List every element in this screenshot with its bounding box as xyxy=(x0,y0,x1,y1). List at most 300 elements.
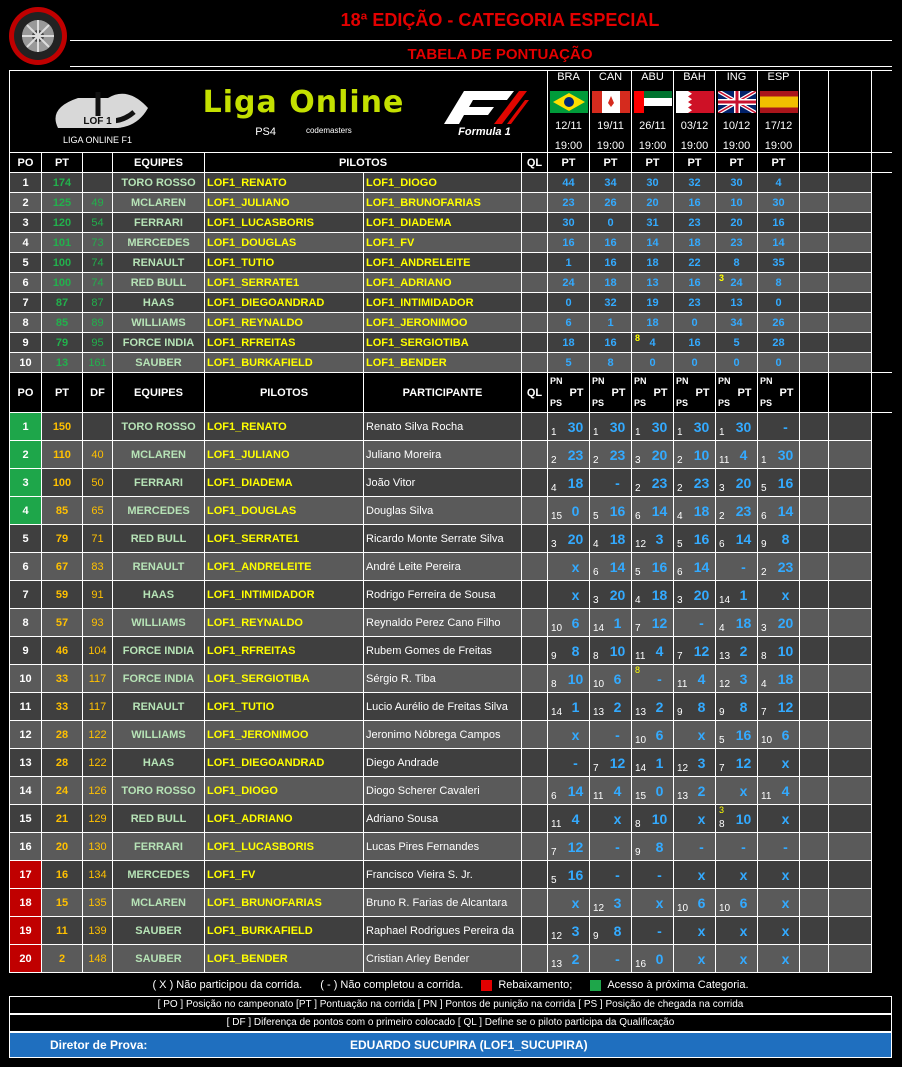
race-points-value: x xyxy=(697,922,706,939)
finish-position: 16 xyxy=(635,959,647,970)
race-points-value: 12 xyxy=(693,642,710,659)
finish-position: 3 xyxy=(761,623,767,634)
driver-race-result xyxy=(590,805,632,833)
driver-spare xyxy=(829,413,872,441)
team-pos: 4 xyxy=(10,233,42,253)
team-race-points xyxy=(674,193,716,213)
race-points-value: 32 xyxy=(604,296,617,309)
race-points-value: 18 xyxy=(604,276,617,289)
team-spare xyxy=(800,313,829,333)
driver-pilot: LOF1_SERRATE1 xyxy=(205,525,364,553)
finish-position: 6 xyxy=(761,511,767,522)
driver-diff: 65 xyxy=(83,497,113,525)
finish-position: 1 xyxy=(635,427,641,438)
team-spare xyxy=(800,273,829,293)
team-ql xyxy=(522,273,548,293)
team-spare xyxy=(800,293,829,313)
driver-race-result xyxy=(758,413,800,441)
race-points-value: 30 xyxy=(772,196,785,209)
race-points-value: 6 xyxy=(571,614,580,631)
team-pilot-2: LOF1_ANDRELEITE xyxy=(364,253,522,273)
race-points-value: 14 xyxy=(567,782,584,799)
driver-race-result xyxy=(674,805,716,833)
driver-ql xyxy=(522,413,548,441)
race-points-value: 10 xyxy=(735,810,752,827)
driver-team: FORCE INDIA xyxy=(113,665,205,693)
race-date: 12/11 xyxy=(555,120,582,133)
race-points-value: 20 xyxy=(646,196,659,209)
driver-race-result xyxy=(716,525,758,553)
col-ql: QL xyxy=(522,153,548,173)
finish-position: 6 xyxy=(719,539,725,550)
driver-team: TORO ROSSO xyxy=(113,777,205,805)
team-pilot-1: LOF1_DIEGOANDRAD xyxy=(205,293,364,313)
driver-race-result xyxy=(716,889,758,917)
driver-spare xyxy=(800,833,829,861)
race-code: ING xyxy=(726,71,747,83)
uk-flag-icon xyxy=(718,91,756,113)
driver-spare xyxy=(800,553,829,581)
driver-race-result xyxy=(758,581,800,609)
finish-position: 5 xyxy=(551,875,557,886)
race-points-value: 8 xyxy=(607,356,614,369)
finish-position: 4 xyxy=(719,623,725,634)
team-name: MERCEDES xyxy=(113,233,205,253)
pt-label: PT xyxy=(737,386,752,399)
brand-banner xyxy=(10,71,548,153)
finish-position: 6 xyxy=(677,567,683,578)
race-points-value: 16 xyxy=(688,336,701,349)
finish-position: 5 xyxy=(761,483,767,494)
driver-race-result xyxy=(716,833,758,861)
driver-spare xyxy=(829,581,872,609)
race-points-value: 18 xyxy=(646,316,659,329)
league-emblem-icon xyxy=(8,6,68,66)
driver-diff: 148 xyxy=(83,945,113,973)
driver-diff: 135 xyxy=(83,889,113,917)
driver-race-result xyxy=(632,945,674,973)
race-points-value: 0 xyxy=(733,356,740,369)
pt-label: PT xyxy=(779,386,794,399)
race-points-value: 4 xyxy=(649,336,656,349)
finish-position: 8 xyxy=(719,819,725,830)
race-points-value: x xyxy=(697,810,706,827)
race-points-value: 26 xyxy=(604,196,617,209)
driver-race-result xyxy=(758,441,800,469)
race-points-value: 1 xyxy=(655,754,664,771)
driver-ql xyxy=(522,693,548,721)
team-pilot-1: LOF1_BURKAFIELD xyxy=(205,353,364,373)
finish-position: 3 xyxy=(719,483,725,494)
race-points-value: 5 xyxy=(565,356,572,369)
driver-points: 24 xyxy=(42,777,83,805)
driver-points: 28 xyxy=(42,721,83,749)
race-points-value: 30 xyxy=(609,418,626,435)
finish-position: 11 xyxy=(551,819,562,830)
race-points-value: 20 xyxy=(693,586,710,603)
driver-race-result xyxy=(758,525,800,553)
driver-race-result xyxy=(716,749,758,777)
driver-team: WILLIAMS xyxy=(113,609,205,637)
driver-diff: 83 xyxy=(83,553,113,581)
driver-race-result xyxy=(716,805,758,833)
race-points-value: 23 xyxy=(777,558,794,575)
driver-race-result xyxy=(590,609,632,637)
ps4-logo: PS4 xyxy=(255,126,276,138)
finish-position: 13 xyxy=(593,707,605,718)
race-points-value: 14 xyxy=(646,236,659,249)
driver-spare xyxy=(829,665,872,693)
driver-team: MCLAREN xyxy=(113,441,205,469)
race-points-value: 34 xyxy=(604,176,617,189)
team-race-points xyxy=(590,193,632,213)
race-code: CAN xyxy=(598,71,623,83)
team-race-points xyxy=(590,273,632,293)
team-race-points xyxy=(548,173,590,193)
team-race-points xyxy=(716,333,758,353)
race-points-value: 16 xyxy=(688,276,701,289)
driver-race-result xyxy=(674,609,716,637)
team-race-points xyxy=(758,333,800,353)
driver-spare xyxy=(829,833,872,861)
finish-position: 7 xyxy=(719,763,725,774)
race-points-value: 16 xyxy=(651,558,668,575)
driver-pos: 15 xyxy=(10,805,42,833)
driver-team: FORCE INDIA xyxy=(113,637,205,665)
team-points: 174 xyxy=(42,173,83,193)
pn-label: PN xyxy=(550,376,563,386)
race-points-value: 18 xyxy=(562,336,575,349)
legend-x: ( X ) Não participou da corrida. xyxy=(152,979,303,991)
race-code: ESP xyxy=(767,71,790,83)
driver-points: 100 xyxy=(42,469,83,497)
race-points-value: 14 xyxy=(772,236,785,249)
team-pilot-2: LOF1_JERONIMOO xyxy=(364,313,522,333)
driver-spare xyxy=(800,469,829,497)
driver-team: RED BULL xyxy=(113,805,205,833)
finish-position: 12 xyxy=(551,931,563,942)
col-df: DF xyxy=(83,373,113,413)
driver-pos: 8 xyxy=(10,609,42,637)
driver-race-result xyxy=(548,805,590,833)
team-diff: 73 xyxy=(83,233,113,253)
driver-points: 33 xyxy=(42,665,83,693)
driver-pilot: LOF1_TUTIO xyxy=(205,693,364,721)
driver-ql xyxy=(522,553,548,581)
driver-race-result xyxy=(590,469,632,497)
finish-position: 12 xyxy=(635,539,647,550)
driver-spare xyxy=(829,749,872,777)
col-spare xyxy=(800,153,829,173)
driver-diff: 91 xyxy=(83,581,113,609)
driver-participant: Jeronimo Nóbrega Campos xyxy=(364,721,522,749)
driver-diff: 50 xyxy=(83,469,113,497)
race-points-value: 10 xyxy=(567,670,584,687)
finish-position: 10 xyxy=(761,735,773,746)
race-points-value: 8 xyxy=(781,530,790,547)
race-points-value: 31 xyxy=(646,216,659,229)
race-points-value: 2 xyxy=(697,782,706,799)
driver-race-result xyxy=(590,637,632,665)
driver-race-result xyxy=(548,665,590,693)
team-race-points xyxy=(590,253,632,273)
race-date: 19/11 xyxy=(597,120,624,133)
driver-pilot: LOF1_JERONIMOO xyxy=(205,721,364,749)
lof-logo xyxy=(28,78,168,145)
race-points-value: 6 xyxy=(613,670,622,687)
driver-race-result xyxy=(758,833,800,861)
driver-spare xyxy=(800,525,829,553)
race-points-value: 1 xyxy=(571,698,580,715)
team-race-points xyxy=(590,353,632,373)
brazil-flag-icon xyxy=(550,91,588,113)
race-points-value: 35 xyxy=(772,256,785,269)
col-race-pt: PT xyxy=(548,153,590,173)
team-spare xyxy=(829,253,872,273)
team-race-points xyxy=(548,253,590,273)
driver-team: WILLIAMS xyxy=(113,721,205,749)
race-points-value: 10 xyxy=(609,642,626,659)
driver-spare xyxy=(829,525,872,553)
driver-race-result xyxy=(674,553,716,581)
race-points-value: x xyxy=(781,866,790,883)
driver-spare xyxy=(800,945,829,973)
driver-race-result xyxy=(632,413,674,441)
team-race-points xyxy=(758,213,800,233)
race-header-bah xyxy=(674,71,716,153)
liga-online-logo xyxy=(203,85,405,138)
team-race-points xyxy=(674,213,716,233)
driver-diff: 117 xyxy=(83,693,113,721)
race-points-value: 10 xyxy=(730,196,743,209)
driver-team: RENAULT xyxy=(113,553,205,581)
driver-race-result xyxy=(548,441,590,469)
team-spare xyxy=(829,333,872,353)
driver-pilot: LOF1_BRUNOFARIAS xyxy=(205,889,364,917)
driver-race-result xyxy=(674,637,716,665)
driver-race-result xyxy=(632,749,674,777)
team-name: MCLAREN xyxy=(113,193,205,213)
race-time: 19:00 xyxy=(554,139,583,152)
finish-position: 4 xyxy=(677,511,683,522)
finish-position: 5 xyxy=(593,511,599,522)
team-race-points xyxy=(758,293,800,313)
driver-race-result xyxy=(590,665,632,693)
team-spare xyxy=(800,333,829,353)
pn-label: PN xyxy=(592,376,605,386)
race-points-value: 4 xyxy=(697,670,706,687)
driver-race-result xyxy=(590,917,632,945)
team-race-points xyxy=(674,273,716,293)
liga-online-text: Liga Online xyxy=(202,85,405,120)
pt-label: PT xyxy=(695,386,710,399)
pn-label: PN xyxy=(718,376,731,386)
race-header-bra xyxy=(548,71,590,153)
team-ql xyxy=(522,233,548,253)
driver-points: 46 xyxy=(42,637,83,665)
legend-promotion-text: Acesso à próxima Categoria. xyxy=(607,979,749,991)
team-points: 85 xyxy=(42,313,83,333)
legend-relegation xyxy=(481,979,572,991)
driver-race-result xyxy=(590,889,632,917)
col-spare xyxy=(829,373,872,413)
driver-race-result xyxy=(632,833,674,861)
team-spare xyxy=(829,193,872,213)
race-points-value: - xyxy=(783,418,788,435)
race-points-value: x xyxy=(655,894,664,911)
driver-race-result xyxy=(716,917,758,945)
team-ql xyxy=(522,353,548,373)
driver-race-result xyxy=(716,777,758,805)
finish-position: 4 xyxy=(761,679,767,690)
driver-spare xyxy=(800,777,829,805)
race-points-value: 23 xyxy=(609,446,626,463)
finish-position: 14 xyxy=(635,763,647,774)
driver-participant: Bruno R. Farias de Alcantara xyxy=(364,889,522,917)
driver-race-result xyxy=(548,917,590,945)
team-points: 120 xyxy=(42,213,83,233)
team-pilot-1: LOF1_TUTIO xyxy=(205,253,364,273)
driver-pilot: LOF1_ANDRELEITE xyxy=(205,553,364,581)
team-race-points xyxy=(758,233,800,253)
finish-position: 8 xyxy=(761,651,767,662)
race-points-value: 23 xyxy=(688,296,701,309)
race-points-value: - xyxy=(699,614,704,631)
finish-position: 13 xyxy=(635,707,647,718)
driver-diff xyxy=(83,413,113,441)
race-points-value: 18 xyxy=(693,502,710,519)
finish-position: 11 xyxy=(719,455,730,466)
race-points-value: 5 xyxy=(733,336,740,349)
race-points-value: - xyxy=(657,922,662,939)
canada-flag-icon xyxy=(592,91,630,113)
finish-position: 12 xyxy=(677,763,689,774)
driver-team: HAAS xyxy=(113,581,205,609)
team-ql xyxy=(522,193,548,213)
team-race-points xyxy=(674,353,716,373)
driver-team: HAAS xyxy=(113,749,205,777)
driver-race-result xyxy=(548,693,590,721)
ps-label: PS xyxy=(676,398,689,408)
driver-race-result xyxy=(590,581,632,609)
race-points-value: 13 xyxy=(646,276,659,289)
team-race-points xyxy=(632,273,674,293)
driver-pilot: LOF1_INTIMIDADOR xyxy=(205,581,364,609)
col-race-pt: PT xyxy=(674,153,716,173)
finish-position: 6 xyxy=(635,511,641,522)
race-points-value: 18 xyxy=(567,474,584,491)
pt-label: PT xyxy=(653,386,668,399)
team-spare xyxy=(800,253,829,273)
team-pilot-2: LOF1_SERGIOTIBA xyxy=(364,333,522,353)
driver-points: 21 xyxy=(42,805,83,833)
driver-participant: Ricardo Monte Serrate Silva xyxy=(364,525,522,553)
driver-ql xyxy=(522,525,548,553)
team-pos: 3 xyxy=(10,213,42,233)
promotion-swatch xyxy=(590,980,601,991)
legend-abbreviations-1: [ PO ] Posição no campeonato [PT ] Pontuação na corrida [ PN ] Pontos de punição na corrida [ PS ] Posição de chegada na corrida xyxy=(9,996,892,1014)
driver-pilot: LOF1_ADRIANO xyxy=(205,805,364,833)
race-points-value: - xyxy=(741,838,746,855)
formula1-text: Formula 1 xyxy=(458,125,511,138)
finish-position: 10 xyxy=(719,903,731,914)
driver-race-result xyxy=(590,749,632,777)
team-ql xyxy=(522,213,548,233)
driver-pos: 20 xyxy=(10,945,42,973)
finish-position: 12 xyxy=(593,903,605,914)
driver-race-result xyxy=(716,441,758,469)
driver-points: 67 xyxy=(42,553,83,581)
driver-spare xyxy=(829,693,872,721)
driver-team: MERCEDES xyxy=(113,861,205,889)
race-points-value: 18 xyxy=(651,586,668,603)
race-points-value: 14 xyxy=(735,530,752,547)
finish-position: 6 xyxy=(593,567,599,578)
race-points-value: 16 xyxy=(609,502,626,519)
finish-position: 3 xyxy=(635,455,641,466)
driver-participant: Cristian Arley Bender xyxy=(364,945,522,973)
team-diff: 74 xyxy=(83,273,113,293)
spare-column xyxy=(829,71,872,153)
race-points-value: x xyxy=(571,894,580,911)
driver-spare xyxy=(829,441,872,469)
driver-race-result xyxy=(716,497,758,525)
driver-pilot: LOF1_SERGIOTIBA xyxy=(205,665,364,693)
race-points-value: 18 xyxy=(688,236,701,249)
finish-position: 11 xyxy=(635,651,646,662)
team-points: 100 xyxy=(42,253,83,273)
driver-team: RENAULT xyxy=(113,693,205,721)
col-po: PO xyxy=(10,373,42,413)
race-points-value: 4 xyxy=(655,642,664,659)
col-participante: PARTICIPANTE xyxy=(364,373,522,413)
driver-pos: 6 xyxy=(10,553,42,581)
race-points-value: x xyxy=(571,586,580,603)
finish-position: 15 xyxy=(551,511,563,522)
race-points-value: x xyxy=(739,782,748,799)
team-diff: 89 xyxy=(83,313,113,333)
driver-race-result xyxy=(716,945,758,973)
driver-pilot: LOF1_JULIANO xyxy=(205,441,364,469)
subtitle-divider xyxy=(70,66,892,67)
driver-points: 15 xyxy=(42,889,83,917)
team-points: 87 xyxy=(42,293,83,313)
team-spare xyxy=(800,213,829,233)
team-race-points xyxy=(716,213,758,233)
race-points-value: 2 xyxy=(739,642,748,659)
driver-pos: 7 xyxy=(10,581,42,609)
team-name: RENAULT xyxy=(113,253,205,273)
team-pilot-2: LOF1_ADRIANO xyxy=(364,273,522,293)
finish-position: 9 xyxy=(593,931,599,942)
finish-position: 2 xyxy=(551,455,557,466)
race-points-value: 20 xyxy=(567,530,584,547)
team-race-points xyxy=(758,193,800,213)
race-points-value: - xyxy=(615,866,620,883)
team-race-points xyxy=(674,313,716,333)
team-race-points xyxy=(548,293,590,313)
team-points: 79 xyxy=(42,333,83,353)
col-pt: PT xyxy=(42,153,83,173)
race-points-value: 6 xyxy=(565,316,572,329)
finish-position: 11 xyxy=(677,679,688,690)
driver-pilot: LOF1_DIOGO xyxy=(205,777,364,805)
driver-pos: 19 xyxy=(10,917,42,945)
race-points-value: 16 xyxy=(604,256,617,269)
finish-position: 2 xyxy=(677,483,683,494)
race-points-value: x xyxy=(781,586,790,603)
team-diff: 87 xyxy=(83,293,113,313)
